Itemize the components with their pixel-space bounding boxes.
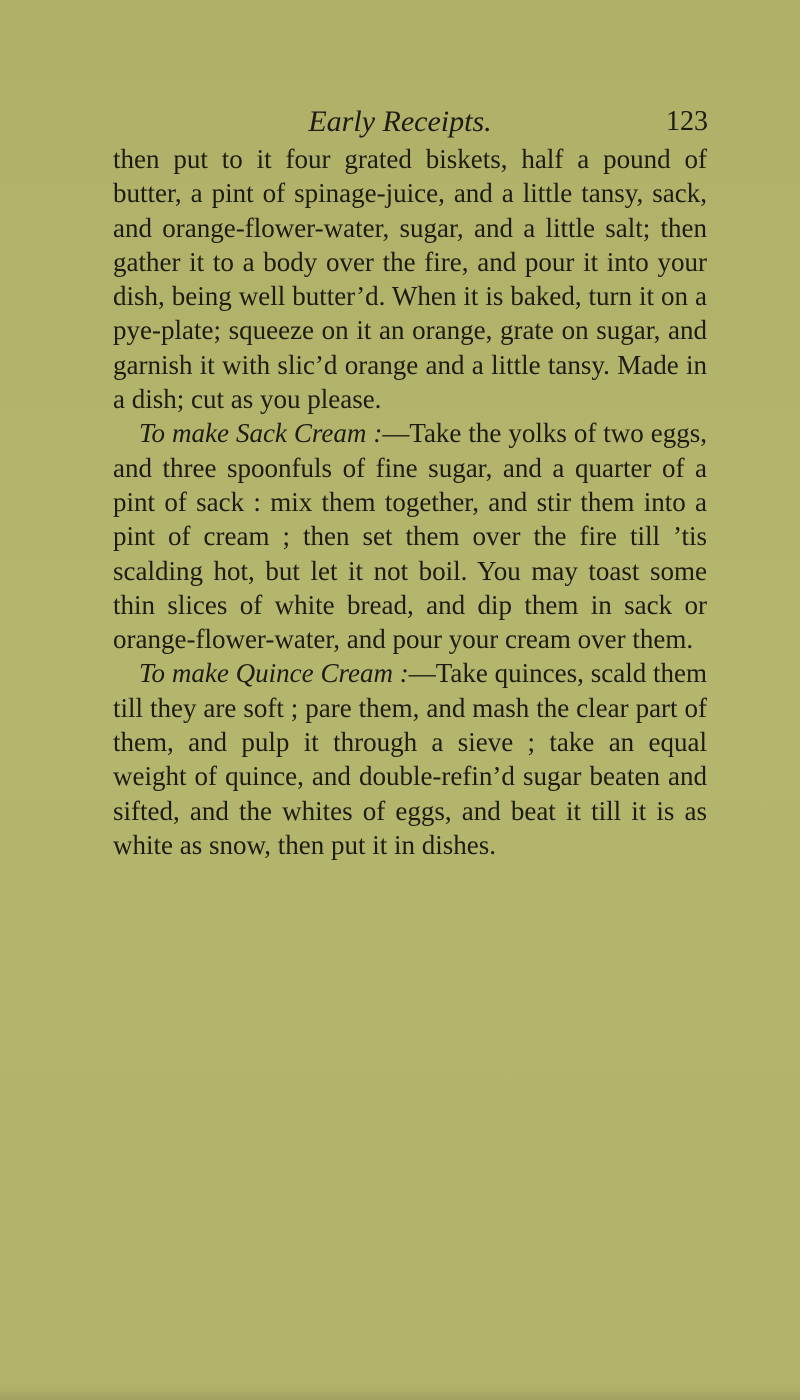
recipe-text-quince-cream: —Take quinces, scald them till they are soft ; pare them, and mash the clear part of them, and pulp it through a sieve ; take an equal weight of quince, and double-refin’d sugar beaten and sifted, and the whites of eggs, and beat it till it is as white as snow, then put it in dishes. [113,658,708,860]
continuation-text: then put to it four grated biskets, half a pound of butter, a pint of spinage-juice, and a little tansy, sack, and orange-flower-water, sugar, and a little salt; then gather it to a body over the fire, and pour it into your dish, being well butter’d. When it is baked, turn it on a pye-plate; squeeze on it an orange, grate on sugar, and garnish it with slic’d orange and a little tansy. Made in a dish; cut as you please. [113,144,707,415]
page-bottom-shadow [0,1386,800,1400]
recipe-paragraph-sack-cream [113,416,707,656]
continuation-paragraph [113,142,707,416]
recipe-paragraph-quince-cream [113,656,707,862]
page-number: 123 [666,106,708,137]
running-title: Early Receipts. [308,105,492,138]
page-header [0,102,800,142]
recipe-title-sack-cream: To make Sack Cream : [139,418,383,449]
recipe-title-quince-cream: To make Quince Cream : [139,658,409,689]
page-body [113,142,707,862]
recipe-text-sack-cream: —Take the yolks of two eggs, and three spoonfuls of fine sugar, and a quarter of a pint of sack : mix them together, and stir them into a pint of cream ; then set them over the fire till ’tis scalding hot, but let it not boil. You may toast some thin slices of white bread, and dip them in sack or orange-flower-water, and pour your cream over them. [113,418,707,655]
